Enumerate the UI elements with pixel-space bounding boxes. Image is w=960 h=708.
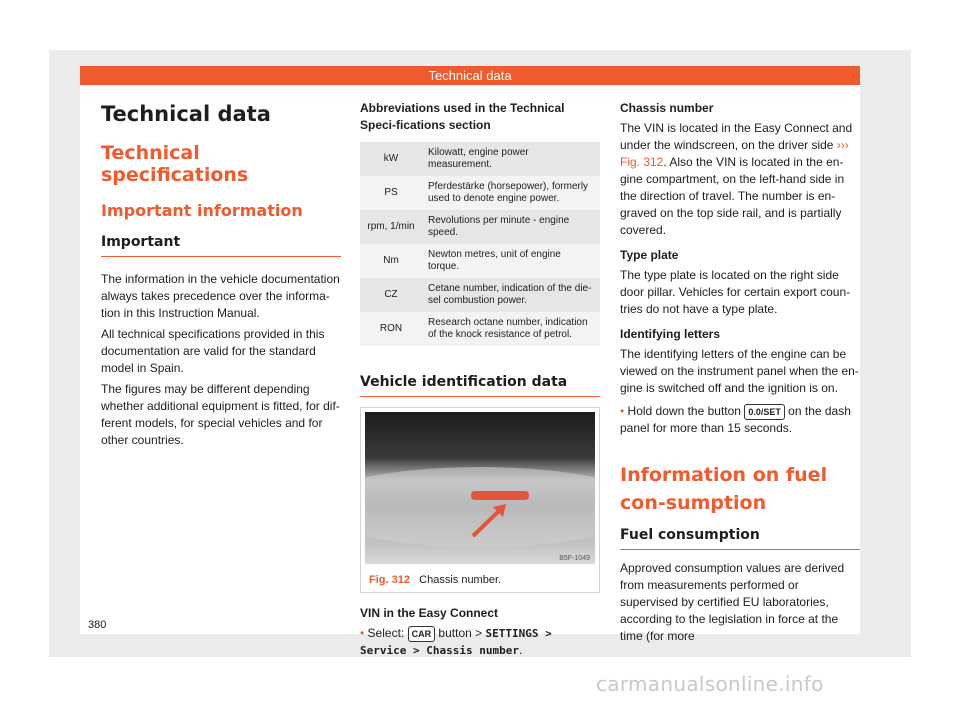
vin-easy-connect-heading: VIN in the Easy Connect [360,606,499,620]
paragraph: The figures may be different depending whether additional equipment is fitted, for dif-ferent models, for special vehicles and for other countries. [101,382,340,447]
vin-location-illustration [365,412,595,564]
abbreviation-description: Cetane number, indication of the die-sel combustion power. [422,278,600,312]
table-row [360,312,600,346]
table-row [360,176,600,210]
abbreviation-description: Research octane number, indication of the knock resistance of petrol. [422,312,600,346]
column-left [101,100,341,449]
watermark: carmanualsonline.info [596,672,824,696]
abbreviation-key: CZ [360,278,422,312]
identifying-letters-paragraph: The identifying letters of the engine can be viewed on the instrument panel when the en-gine is switched off and the ignition is on. [620,347,859,395]
abbreviation-key: PS [360,176,422,210]
chassis-text-2: . Also the VIN is located in the en-gine compartment, on the left-hand side in the direction of travel. The number is en-graved on the top side rail, and is partially covered. [620,155,845,237]
abbreviation-description: Kilowatt, engine power measurement. [422,142,600,176]
hold-text-1: Hold down the button [627,404,741,418]
abbreviations-table [360,142,600,346]
abbreviations-heading: Abbreviations used in the Technical Speci-fications section [360,101,565,132]
vin-instruction: • Select: CAR button > SETTINGS > Service > Chassis number. [360,626,552,657]
running-header: Technical data [80,66,860,85]
table-row [360,142,600,176]
chassis-text-1: The VIN is located in the Easy Connect and under the windscreen, on the driver side [620,121,853,152]
identifying-letters-heading: Identifying letters [620,327,721,341]
sentence-end: . [518,643,523,657]
type-plate-heading: Type plate [620,248,679,262]
vehicle-id-heading: Vehicle identification data [360,374,600,397]
chassis-paragraph [620,120,860,239]
button-text: button > [438,626,483,640]
abbreviation-key: RON [360,312,422,346]
figure-312 [360,407,600,593]
paragraph: All technical specifications provided in this documentation are valid for the standard model in Spain. [101,327,325,375]
dashboard-photo [365,412,595,564]
figure-reference-link[interactable]: ››› Fig. 312 [620,138,849,169]
abbreviation-description: Pferdestärke (horsepower), formerly used to denote engine power. [422,176,600,210]
select-text: Select: [367,626,405,640]
topic-title: Important [101,234,341,257]
paragraph: The information in the vehicle documentation always takes precedence over the informa-tion in this Instruction Manual. [101,272,340,320]
figure-text: Chassis number. [419,574,502,586]
table-row [360,210,600,244]
abbreviation-key: Nm [360,244,422,278]
hold-button-instruction: • Hold down the button 0.0/SET on the dash panel for more than 15 seconds. [620,404,851,435]
menu-path: SETTINGS > Service > Chassis number [360,627,552,657]
fuel-consumption-title: Fuel consumption [620,527,860,550]
column-middle [360,100,600,659]
page-number: 380 [88,619,107,631]
set-key-icon: 0.0/SET [744,404,785,420]
figure-label: Fig. 312 [369,574,410,586]
type-plate-paragraph: The type plate is located on the right side door pillar. Vehicles for certain export coun-tries do not have a type plate. [620,268,851,316]
figure-code: B5F-1049 [559,555,590,562]
hold-text-2: on the dash panel for more than 15 seconds. [620,404,851,435]
subsection-title: Important information [101,201,303,220]
fuel-paragraph: Approved consumption values are derived from measurements performed or supervised by certified EU laboratories, according to the legislation in force at the time (for more [620,561,845,643]
table-row [360,278,600,312]
car-key-icon: CAR [408,626,436,642]
section-title: Technical specifications [101,142,249,186]
vin-plate-marker [471,491,529,500]
abbreviation-key: rpm, 1/min [360,210,422,244]
abbreviation-description: Revolutions per minute - engine speed. [422,210,600,244]
fuel-info-title: Information on fuel con-sumption [620,464,828,514]
table-row [360,244,600,278]
page-title: Technical data [101,102,271,126]
abbreviation-description: Newton metres, unit of engine torque. [422,244,600,278]
column-right [620,100,860,645]
chassis-heading: Chassis number [620,101,714,115]
figure-caption [361,568,599,592]
abbreviation-key: kW [360,142,422,176]
